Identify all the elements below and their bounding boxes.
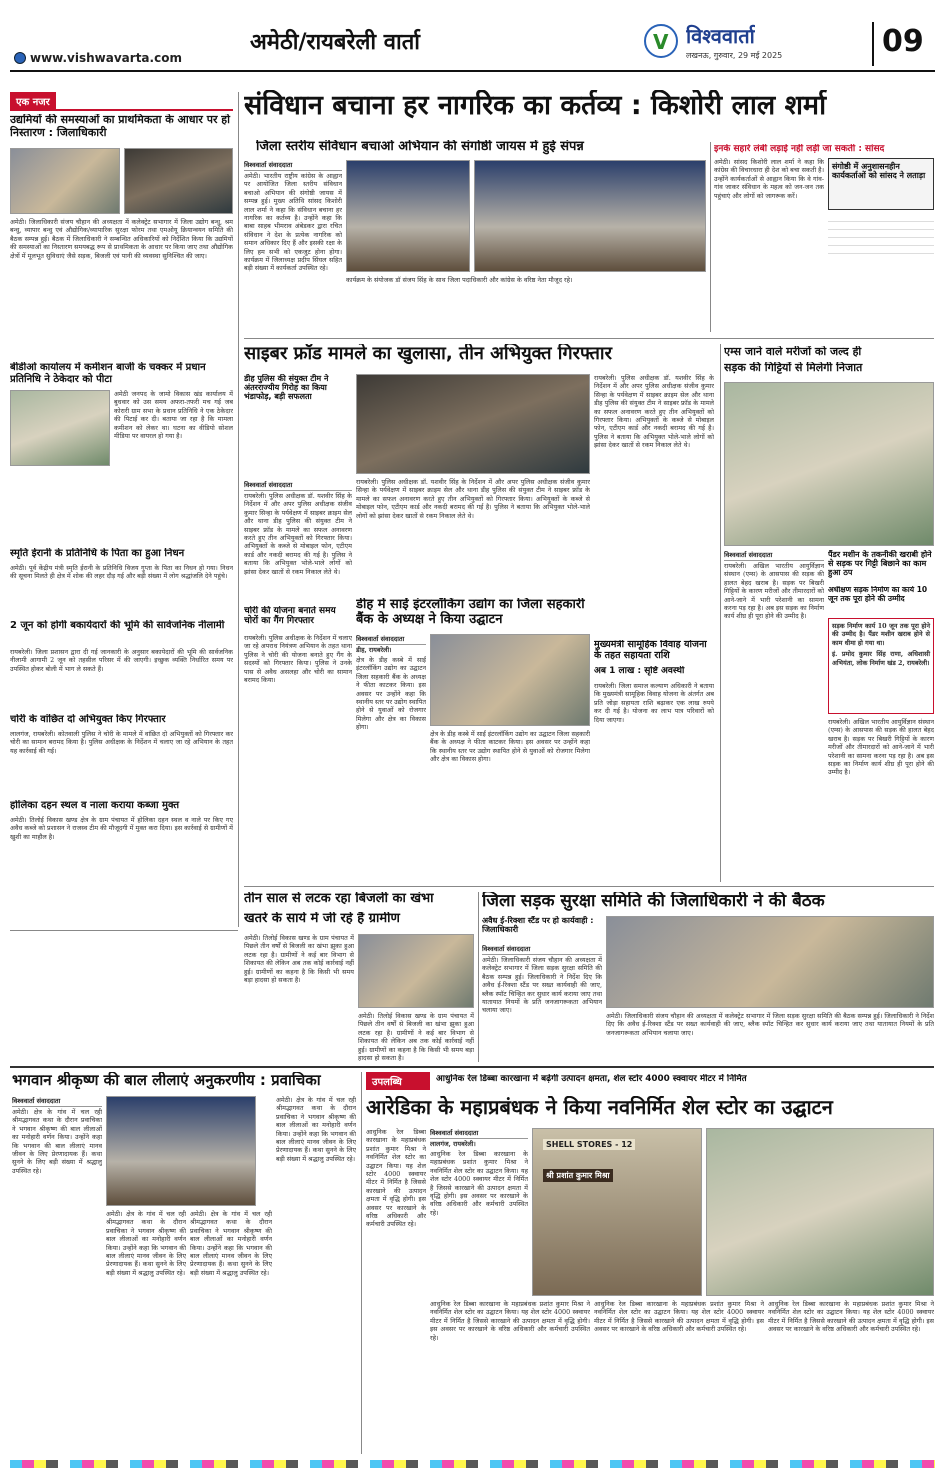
police-arrest-photo bbox=[356, 374, 590, 474]
vivah-subhead: अब 1 लाख : सृष्टि अवस्थी bbox=[594, 666, 685, 676]
rail-body-mid: आधुनिक रेल डिब्बा कारखाना के महाप्रबंधक प्रशांत कुमार मिश्रा ने नवनिर्मित शेल स्टोर का उद्घाटन किया। यह शेल स्टोर 4000 स्क्वायर मीटर में निर्मित है जिससे कारखाने की उत्पादन क्षमता में वृद्धि होगी। इस अवसर पर कारखाने के वरिष्ठ अधिकारी और कर्मचारी उपस्थित रहे। bbox=[430, 1150, 528, 1217]
plaque-title: SHELL STORES - 12 bbox=[543, 1139, 635, 1150]
scuffle-photo bbox=[10, 390, 110, 466]
road-safety-headline: जिला सड़क सुरक्षा समिति की जिलाधिकारी ने की बैठक bbox=[482, 892, 825, 911]
deeh-dateline: डीह, रायबरेली। bbox=[356, 646, 392, 654]
aiims-byline: विश्ववार्ता संवाददाता bbox=[724, 550, 824, 561]
aiims-body: रायबरेली। अखिल भारतीय आयुर्विज्ञान संस्थान (एम्स) के आसपास की सड़क की हालत बेहद खराब है। सड़क पर बिखरी गिट्टियों के कारण मरीजों और तीमारदारों को आने-जाने में भारी परेशानी का सामना करना पड़ रहा है। अब इस सड़क का निर्माण कार्य शीघ्र ही पूरा होने की उम्मीद है। bbox=[724, 562, 824, 621]
cyber-body-left: रायबरेली। पुलिस अधीक्षक डॉ. यशवीर सिंह के निर्देशन में और अपर पुलिस अधीक्षक संजीव कुमार सिन्हा के पर्यवेक्षण में साइबर क्राइम सेल और थाना डीह पुलिस की संयुक्त टीम ने साइबर फ्रॉड के मामले का सफल अनावरण करते हुए तीन अभियुक्तों को गिरफ्तार किया। अभियुक्तों के कब्जे से मोबाइल फोन, एटीएम कार्ड और नकदी बरामद की गई है। पुलिस ने बताया कि अभियुक्त भोले-भाले लोगों को झांसा देकर खातों से रकम निकाल लेते थे। bbox=[244, 492, 352, 576]
ek-nazar-body-5: लालगंज, रायबरेली। कोतवाली पुलिस ने चोरी के मामले में वांछित दो अभियुक्तों को गिरफ्तार कर चोरी का सामान बरामद किया है। पुलिस अधीक्षक के निर्देशन में चलाए जा रहे अभियान के तहत यह कार्रवाई की गई। bbox=[10, 730, 233, 755]
deeh-byline: विश्ववार्ता संवाददाता bbox=[356, 634, 426, 645]
lead-sidebar-rule bbox=[710, 142, 711, 332]
krishna-body-1: अमेठी। क्षेत्र के गांव में चल रही श्रीमद्भागवत कथा के दौरान प्रवाचिका ने भगवान श्रीकृष्ण की बाल लीलाओं का मनोहारी वर्णन किया। उन्होंने कहा कि भगवान की बाल लीलाएं मानव जीवन के लिए प्रेरणादायक हैं। कथा सुनने के लिए बड़ी संख्या में श्रद्धालु उपस्थित रहे। bbox=[12, 1108, 102, 1175]
shell-store-building-photo bbox=[706, 1128, 934, 1296]
cyber-headline: साइबर फ्रॉड मामले का खुलासा, तीन अभियुक्त गिरफ्तार bbox=[244, 344, 612, 364]
inauguration-photo bbox=[430, 634, 590, 726]
mp-speech-photo bbox=[346, 160, 470, 272]
cyber-subhead: डीह पुलिस की संयुक्त टीम ने अंतरराज्यीय गिरोह का किया भंडाफोड़, बड़ी सफलता bbox=[244, 374, 329, 402]
lead-sidebar-fill bbox=[828, 214, 934, 254]
bijli-headline-2: खतरे के साये में जी रहे हैं ग्रामीण bbox=[244, 912, 400, 926]
chori-headline: चोरी की योजना बनाते समय चोरों का गैंग गिरफ्तार bbox=[244, 606, 336, 627]
print-color-bar bbox=[10, 1460, 935, 1468]
rail-headline: आरेडिका के महाप्रबंधक ने किया नवनिर्मित शेल स्टोर का उद्घाटन bbox=[366, 1096, 833, 1119]
lead-body: अमेठी। भारतीय राष्ट्रीय कांग्रेस के आह्वान पर आयोजित जिला स्तरीय संविधान बचाओ अभियान की संगोष्ठी जायस में सम्पन्न हुई। मुख्य अतिथि सांसद किशोरी लाल शर्मा ने कहा कि संविधान बचाना हर नागरिक का कर्तव्य है। उन्होंने कहा कि बाबा साहब भीमराव अंबेडकर द्वारा रचित संविधान ने देश के प्रत्येक नागरिक को समान अधिकार दिए हैं और इसकी रक्षा के लिए हम सभी को एकजुट होना होगा। कार्यक्रम में जिलाध्यक्ष प्रदीप सिंघल सहित बड़ी संख्या में कार्यकर्ता उपस्थित रहे। bbox=[244, 172, 342, 273]
road-safety-meeting-photo bbox=[606, 916, 934, 1008]
bijli-headline-1: तीन साल से लटक रहा बिजली का खंभा bbox=[244, 892, 434, 906]
road-safety-subhead: अवैध ई-रिक्शा स्टैंड पर हो कार्यवाही : जिलाधिकारी bbox=[482, 916, 594, 935]
road-safety-byline: विश्ववार्ता संवाददाता bbox=[482, 944, 602, 955]
aiims-callout-1: पैंडर मशीन के तकनीकी खराबी होने से सड़क पर गिट्टी बिछाने का काम हुआ ठप bbox=[828, 550, 932, 578]
krishna-byline: विश्ववार्ता संवाददाता bbox=[12, 1096, 102, 1107]
krishna-headline: भगवान श्रीकृष्ण की बाल लीलाएं अनुकरणीय : प्रवाचिका bbox=[12, 1072, 321, 1089]
road-safety-body-left: अमेठी। जिलाधिकारी संजय चौहान की अध्यक्षता में कलेक्ट्रेट सभागार में जिला सड़क सुरक्षा समिति की बैठक सम्पन्न हुई। जिलाधिकारी ने निर्देश दिए कि अवैध ई-रिक्शा स्टैंड पर सख्त कार्यवाही की जाए, ब्लैक स्पॉट चिन्हित कर सुधार कार्य कराया जाए तथा यातायात नियमों के प्रति जनजागरूकता अभियान चलाया जाए। bbox=[482, 956, 602, 1015]
deeh-headline: डीह में साईं इंटरलॉकिंग उद्योग का जिला सहकारी बैंक के अध्यक्ष ने किया उद्घाटन bbox=[356, 598, 585, 627]
masthead-rule bbox=[10, 70, 935, 72]
rail-body-b3: आधुनिक रेल डिब्बा कारखाना के महाप्रबंधक प्रशांत कुमार मिश्रा ने नवनिर्मित शेल स्टोर का उद्घाटन किया। यह शेल स्टोर 4000 स्क्वायर मीटर में निर्मित है जिससे कारखाने की उत्पादन क्षमता में वृद्धि होगी। इस अवसर पर कारखाने के वरिष्ठ अधिकारी और कर्मचारी उपस्थित रहे। bbox=[768, 1300, 934, 1334]
aiims-callout-2: अधीक्षण सड़क निर्माण का कार्य 10 जून तक पूरा होने की उम्मीद bbox=[828, 586, 928, 603]
ek-nazar-body-1: अमेठी। जिलाधिकारी संजय चौहान की अध्यक्षता में कलेक्ट्रेट सभागार में जिला उद्योग बन्धु, श्रम बन्धु, व्यापार बन्धु एवं औद्योगिक/व्यापारिक सुरक्षा फोरम तथा एमओयू क्रियान्वयन समिति की बैठक सम्पन्न हुई। बैठक में जिलाधिकारी ने सम्बन्धित अधिकारियों को निर्देशित किया कि उद्यमियों की समस्याओं का निस्तारण समयबद्ध रूप से प्राथमिकता के आधार पर किया जाए तथा औद्योगिक क्षेत्रों में मूलभूत सुविधाएं जैसे सड़क, बिजली एवं पानी की व्यवस्था सुनिश्चित की जाए। bbox=[10, 218, 233, 260]
column-rule-rail bbox=[361, 1072, 362, 1454]
chori-body: रायबरेली। पुलिस अधीक्षक के निर्देशन में चलाए जा रहे अपराध नियंत्रण अभियान के तहत थाना पुलिस ने चोरी की योजना बनाते हुए गैंग के सदस्यों को गिरफ्तार किया। पुलिस ने उनके पास से अवैध असलहा और चोरी का सामान बरामद किया। bbox=[244, 634, 352, 685]
ek-nazar-headline-6: होलिका दहन स्थल व नाला कराया कब्जा मुक्त bbox=[10, 800, 180, 811]
cyber-byline: विश्ववार्ता संवाददाता bbox=[244, 480, 352, 491]
lower-rule bbox=[10, 1066, 934, 1068]
krishna-body-3: अमेठी। क्षेत्र के गांव में चल रही श्रीमद्भागवत कथा के दौरान प्रवाचिका ने भगवान श्रीकृष्ण की बाल लीलाओं का मनोहारी वर्णन किया। उन्होंने कहा कि भगवान की बाल लीलाएं मानव जीवन के लिए प्रेरणादायक हैं। कथा सुनने के लिए बड़ी संख्या में श्रद्धालु उपस्थित रहे। bbox=[190, 1210, 272, 1277]
lead-byline: विश्ववार्ता संवाददाता bbox=[244, 160, 342, 171]
globe-icon bbox=[14, 52, 26, 64]
katha-photo bbox=[106, 1096, 256, 1206]
ek-nazar-headline-3: स्मृति ईरानी के प्रतिनिधि के पिता का हुआ निधन bbox=[10, 548, 185, 559]
vivah-body: रायबरेली। जिला समाज कल्याण अधिकारी ने बताया कि मुख्यमंत्री सामूहिक विवाह योजना के अंतर्गत अब प्रति जोड़ा सहायता राशि बढ़ाकर एक लाख रुपये कर दी गई है। योजना का लाभ पात्र परिवारों को दिया जाएगा। bbox=[594, 682, 714, 724]
lead-quote: संगोष्ठी में अनुशासनहीन कार्यकर्ताओं को सांसद ने लताड़ा bbox=[832, 162, 926, 181]
lead-subhead: जिला स्तरीय संविधान बचाओ अभियान की संगोष्ठी जायस में हुई संपन्न bbox=[256, 140, 584, 154]
masthead bbox=[0, 0, 945, 72]
rail-label bbox=[366, 1072, 430, 1090]
road-safety-body-right: अमेठी। जिलाधिकारी संजय चौहान की अध्यक्षता में कलेक्ट्रेट सभागार में जिला सड़क सुरक्षा समिति की बैठक सम्पन्न हुई। जिलाधिकारी ने निर्देश दिए कि अवैध ई-रिक्शा स्टैंड पर सख्त कार्यवाही की जाए, ब्लैक स्पॉट चिन्हित कर सुधार कार्य कराया जाए तथा यातायात नियमों के प्रति जनजागरूकता अभियान चलाया जाए। bbox=[606, 1012, 934, 1037]
ek-nazar-headline-2: बीडीओ कार्यालय में कमीशन बाजी के चक्कर में प्रधान प्रतिनिधि ने ठेकेदार को पीटा bbox=[10, 362, 206, 385]
rail-byline: विश्ववार्ता संवाददाता bbox=[430, 1128, 528, 1139]
book-release-photo bbox=[474, 160, 706, 272]
electric-pole-photo bbox=[358, 934, 474, 1008]
ek-nazar-label: एक नजर bbox=[10, 92, 56, 110]
bijli-body-left: अमेठी। तिलोई विकास खण्ड के ग्राम पंचायत में पिछले तीन वर्षों से बिजली का खंभा झुका हुआ लटक रहा है। ग्रामीणों ने कई बार विभाग से शिकायत की लेकिन अब तक कोई कार्रवाई नहीं हुई। ग्रामीणों का कहना है कि किसी भी समय बड़ा हादसा हो सकता है। bbox=[244, 934, 354, 985]
ek-nazar-headline-4: 2 जून को होगी बकायेदारों की भूमि की सार्वजनिक नीलामी bbox=[10, 620, 225, 631]
lead-headline: संविधान बचाना हर नागरिक का कर्तव्य : किशोरी लाल शर्मा bbox=[244, 90, 827, 121]
ek-nazar-body-3: अमेठी। पूर्व केंद्रीय मंत्री स्मृति ईरानी के प्रतिनिधि विजय गुप्ता के पिता का निधन हो गया। निधन की सूचना मिलते ही क्षेत्र में शोक की लहर दौड़ गई और बड़ी संख्या में लोग श्रद्धांजलि देने पहुंचे। bbox=[10, 564, 233, 581]
ek-nazar-body-6: अमेठी। तिलोई विकास खण्ड क्षेत्र के ग्राम पंचायत में होलिका दहन स्थल व नाले पर किए गए अवैध कब्जे को प्रशासन ने राजस्व टीम की मौजूदगी में मुक्त करा दिया। इस कार्रवाई से ग्रामीणों में खुशी का माहौल है। bbox=[10, 816, 233, 841]
aiims-headline-1: एम्स जाने वाले मरीजों को जल्द ही bbox=[724, 346, 862, 358]
lead-sidebar-body: अमेठी। सांसद किशोरी लाल शर्मा ने कहा कि कांग्रेस की विचारधारा ही देश को बचा सकती है। उन्होंने कार्यकर्ताओं से आह्वान किया कि वे गांव-गांव जाकर संविधान के महत्व को जन-जन तक पहुंचाएं और लोगों को जागरूक करें। bbox=[714, 158, 824, 200]
column-rule-aiims bbox=[720, 344, 721, 882]
aiims-quote-box bbox=[828, 618, 934, 714]
ek-nazar-headline-1: उद्यमियों की समस्याओं का प्राथमिकता के आधार पर हो निस्तारण : जिलाधिकारी bbox=[10, 114, 230, 139]
lead-sidebar-headline: इनके सहारे लंबी लड़ाई नहीं लड़ी जा सकती : सांसद bbox=[714, 144, 885, 154]
rail-label-text: उपलब्धि bbox=[372, 1077, 402, 1088]
mid-rule bbox=[244, 886, 934, 887]
krishna-body-4: अमेठी। क्षेत्र के गांव में चल रही श्रीमद्भागवत कथा के दौरान प्रवाचिका ने भगवान श्रीकृष्ण की बाल लीलाओं का मनोहारी वर्णन किया। उन्होंने कहा कि भगवान की बाल लीलाएं मानव जीवन के लिए प्रेरणादायक हैं। कथा सुनने के लिए बड़ी संख्या में श्रद्धालु उपस्थित रहे। bbox=[276, 1096, 356, 1163]
lead-quote-box bbox=[828, 158, 934, 210]
cyber-body-mid: रायबरेली। पुलिस अधीक्षक डॉ. यशवीर सिंह के निर्देशन में और अपर पुलिस अधीक्षक संजीव कुमार सिन्हा के पर्यवेक्षण में साइबर क्राइम सेल और थाना डीह पुलिस की संयुक्त टीम ने साइबर फ्रॉड के मामले का सफल अनावरण करते हुए तीन अभियुक्तों को गिरफ्तार किया। अभियुक्तों के कब्जे से मोबाइल फोन, एटीएम कार्ड और नकदी बरामद की गई है। पुलिस ने बताया कि अभियुक्त भोले-भाले लोगों को झांसा देकर खातों से रकम निकाल लेते थे। bbox=[356, 478, 590, 520]
website-link[interactable]: www.vishwavarta.com bbox=[30, 51, 182, 65]
aiims-body-continued: रायबरेली। अखिल भारतीय आयुर्विज्ञान संस्थान (एम्स) के आसपास की सड़क की हालत बेहद खराब है। सड़क पर बिखरी गिट्टियों के कारण मरीजों और तीमारदारों को आने-जाने में भारी परेशानी का सामना करना पड़ रहा है। अब इस सड़क का निर्माण कार्य शीघ्र ही पूरा होने की उम्मीद है। bbox=[828, 718, 934, 777]
bottom-section-rule bbox=[10, 930, 238, 931]
rail-body-b1: आधुनिक रेल डिब्बा कारखाना के महाप्रबंधक प्रशांत कुमार मिश्रा ने नवनिर्मित शेल स्टोर का उद्घाटन किया। यह शेल स्टोर 4000 स्क्वायर मीटर में निर्मित है जिससे कारखाने की उत्पादन क्षमता में वृद्धि होगी। इस अवसर पर कारखाने के वरिष्ठ अधिकारी और कर्मचारी उपस्थित रहे। bbox=[430, 1300, 590, 1342]
ek-nazar-column bbox=[10, 92, 233, 927]
rail-tagline: आधुनिक रेल डिब्बा कारखाना में बढ़ेगी उत्पादन क्षमता, शेल स्टोर 4000 स्क्वायर मीटर में निर्मित bbox=[436, 1074, 747, 1084]
meeting-photo-2 bbox=[124, 148, 233, 214]
ek-nazar-headline-5: चोरी के वांछित दो अभियुक्त किए गिरफ्तार bbox=[10, 714, 166, 725]
rail-dateline: लालगंज, रायबरेली। bbox=[430, 1140, 476, 1148]
deeh-body-right: क्षेत्र के डीह कस्बे में साईं इंटरलॉकिंग उद्योग का उद्घाटन जिला सहकारी बैंक के अध्यक्ष ने फीता काटकर किया। इस अवसर पर उन्होंने कहा कि स्थानीय स्तर पर उद्योग स्थापित होने से युवाओं को रोजगार मिलेगा और क्षेत्र का विकास होगा। bbox=[430, 730, 590, 764]
page-number: 09 bbox=[882, 24, 924, 59]
ek-nazar-rule bbox=[10, 109, 233, 111]
road-photo bbox=[724, 382, 934, 546]
ek-nazar-body-2: अमेठी जनपद के जामो विकास खंड कार्यालय में बुधवार को उस समय अफरा-तफरी मच गई जब कोरारी ग्राम सभा के प्रधान प्रतिनिधि ने एक ठेकेदार की पिटाई कर दी। बताया जा रहा है कि मामला कमीशन को लेकर था। घटना का वीडियो सोशल मीडिया पर वायरल हो गया है। bbox=[114, 390, 233, 441]
bijli-body-right: अमेठी। तिलोई विकास खण्ड के ग्राम पंचायत में पिछले तीन वर्षों से बिजली का खंभा झुका हुआ लटक रहा है। ग्रामीणों ने कई बार विभाग से शिकायत की लेकिन अब तक कोई कार्रवाई नहीं हुई। ग्रामीणों का कहना है कि किसी भी समय बड़ा हादसा हो सकता है। bbox=[358, 1012, 474, 1062]
brand-logo: V bbox=[644, 24, 678, 58]
vivah-headline: मुख्यमंत्री सामूहिक विवाह योजना के तहत सहायता राशि bbox=[594, 640, 707, 661]
plaque-name: श्री प्रशांत कुमार मिश्रा bbox=[543, 1169, 613, 1182]
rail-body-b2: आधुनिक रेल डिब्बा कारखाना के महाप्रबंधक प्रशांत कुमार मिश्रा ने नवनिर्मित शेल स्टोर का उद्घाटन किया। यह शेल स्टोर 4000 स्क्वायर मीटर में निर्मित है जिससे कारखाने की उत्पादन क्षमता में वृद्धि होगी। इस अवसर पर कारखाने के वरिष्ठ अधिकारी और कर्मचारी उपस्थित रहे। bbox=[594, 1300, 764, 1334]
city-date: लखनऊ, गुरुवार, 29 मई 2025 bbox=[686, 51, 783, 60]
brand-name: विश्ववार्ता bbox=[686, 24, 755, 48]
aiims-quote: सड़क निर्माण कार्य 10 जून तक पूरा होने की उम्मीद है। पैंडर मशीन खराब होने से काम धीमा हो गया था। bbox=[832, 622, 930, 647]
aiims-headline-2: सड़क की गिट्टियों से मिलेगी निजात bbox=[724, 362, 863, 374]
rail-body-left: आधुनिक रेल डिब्बा कारखाना के महाप्रबंधक प्रशांत कुमार मिश्रा ने नवनिर्मित शेल स्टोर का उद्घाटन किया। यह शेल स्टोर 4000 स्क्वायर मीटर में निर्मित है जिससे कारखाने की उत्पादन क्षमता में वृद्धि होगी। इस अवसर पर कारखाने के वरिष्ठ अधिकारी और कर्मचारी उपस्थित रहे। bbox=[366, 1128, 426, 1229]
aiims-quote-author: इं. प्रमोद कुमार सिंह राणा, अधिशासी अभियंता, लोक निर्माण खंड 2, रायबरेली। bbox=[832, 650, 930, 667]
shell-store-plaque-photo bbox=[532, 1128, 702, 1296]
section-title: अमेठी/रायबरेली वार्ता bbox=[250, 30, 420, 55]
lead-bottom-rule bbox=[244, 338, 934, 339]
cyber-body-right: रायबरेली। पुलिस अधीक्षक डॉ. यशवीर सिंह के निर्देशन में और अपर पुलिस अधीक्षक संजीव कुमार सिन्हा के पर्यवेक्षण में साइबर क्राइम सेल और थाना डीह पुलिस की संयुक्त टीम ने साइबर फ्रॉड के मामले का सफल अनावरण करते हुए तीन अभियुक्तों को गिरफ्तार किया। अभियुक्तों के कब्जे से मोबाइल फोन, एटीएम कार्ड और नकदी बरामद की गई है। पुलिस ने बताया कि अभियुक्त भोले-भाले लोगों को झांसा देकर खातों से रकम निकाल लेते थे। bbox=[594, 374, 714, 450]
page-number-box bbox=[872, 22, 934, 66]
deeh-body-left: क्षेत्र के डीह कस्बे में साईं इंटरलॉकिंग उद्योग का उद्घाटन जिला सहकारी बैंक के अध्यक्ष ने फीता काटकर किया। इस अवसर पर उन्होंने कहा कि स्थानीय स्तर पर उद्योग स्थापित होने से युवाओं को रोजगार मिलेगा और क्षेत्र का विकास होगा। bbox=[356, 656, 426, 732]
meeting-photo-1 bbox=[10, 148, 120, 214]
lead-body-continued: कार्यक्रम के संयोजक डॉ संजय सिंह के साथ जिला पदाधिकारी और कांग्रेस के वरिष्ठ नेता मौजूद रहे। bbox=[346, 276, 573, 284]
ek-nazar-body-4: रायबरेली। जिला प्रशासन द्वारा दी गई जानकारी के अनुसार बकायेदारों की भूमि की सार्वजनिक नीलामी आगामी 2 जून को तहसील परिसर में की जाएगी। इच्छुक व्यक्ति निर्धारित समय पर उपस्थित होकर बोली में भाग ले सकते हैं। bbox=[10, 648, 233, 673]
column-rule-1 bbox=[238, 92, 239, 927]
krishna-body-2: अमेठी। क्षेत्र के गांव में चल रही श्रीमद्भागवत कथा के दौरान प्रवाचिका ने भगवान श्रीकृष्ण की बाल लीलाओं का मनोहारी वर्णन किया। उन्होंने कहा कि भगवान की बाल लीलाएं मानव जीवन के लिए प्रेरणादायक हैं। कथा सुनने के लिए बड़ी संख्या में श्रद्धालु उपस्थित रहे। bbox=[106, 1210, 186, 1277]
column-rule-road bbox=[478, 892, 479, 1062]
